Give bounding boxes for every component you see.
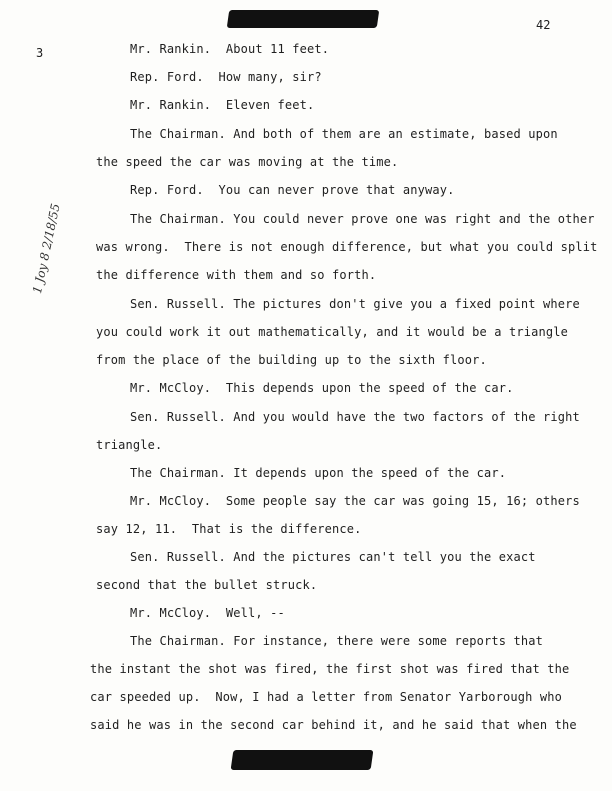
- transcript-line: Mr. McCloy. Well, --: [130, 606, 285, 620]
- transcript-line: The Chairman. You could never prove one was right and the other: [130, 212, 595, 226]
- transcript-line: Rep. Ford. You can never prove that anyway.: [130, 183, 455, 197]
- transcript-line: Rep. Ford. How many, sir?: [130, 70, 322, 84]
- transcript-line: Mr. Rankin. Eleven feet.: [130, 98, 315, 112]
- transcript-line: car speeded up. Now, I had a letter from Senator Yarborough who: [90, 690, 562, 704]
- transcript-line: Mr. McCloy. Some people say the car was going 15, 16; others: [130, 494, 580, 508]
- transcript-line: Mr. McCloy. This depends upon the speed of the car.: [130, 381, 514, 395]
- transcript-line: triangle.: [96, 438, 163, 452]
- page-number: 42: [536, 18, 551, 32]
- handwritten-margin-note: 1 Joy 8 2/18/55: [30, 202, 63, 295]
- transcript-line: Mr. Rankin. About 11 feet.: [130, 42, 330, 56]
- transcript-line: Sen. Russell. And you would have the two factors of the right: [130, 410, 580, 424]
- transcript-line: was wrong. There is not enough difference, but what you could split: [96, 240, 598, 254]
- transcript-line: you could work it out mathematically, and it would be a triangle: [96, 325, 568, 339]
- transcript-line: the speed the car was moving at the time.: [96, 155, 399, 169]
- transcript-line: The Chairman. It depends upon the speed of the car.: [130, 466, 507, 480]
- transcript-line: Sen. Russell. And the pictures can't tell you the exact: [130, 550, 536, 564]
- transcript-line: say 12, 11. That is the difference.: [96, 522, 362, 536]
- transcript-line: Sen. Russell. The pictures don't give you a fixed point where: [130, 297, 580, 311]
- redaction-bar-bottom: [231, 750, 374, 770]
- margin-number: 3: [36, 46, 44, 60]
- transcript-line: said he was in the second car behind it, and he said that when the: [90, 718, 577, 732]
- transcript-line: second that the bullet struck.: [96, 578, 318, 592]
- transcript-line: The Chairman. And both of them are an estimate, based upon: [130, 127, 558, 141]
- transcript-line: from the place of the building up to the sixth floor.: [96, 353, 487, 367]
- transcript-line: the instant the shot was fired, the first shot was fired that the: [90, 662, 570, 676]
- redaction-bar-top: [227, 10, 380, 28]
- transcript-line: the difference with them and so forth.: [96, 268, 377, 282]
- transcript-line: The Chairman. For instance, there were some reports that: [130, 634, 543, 648]
